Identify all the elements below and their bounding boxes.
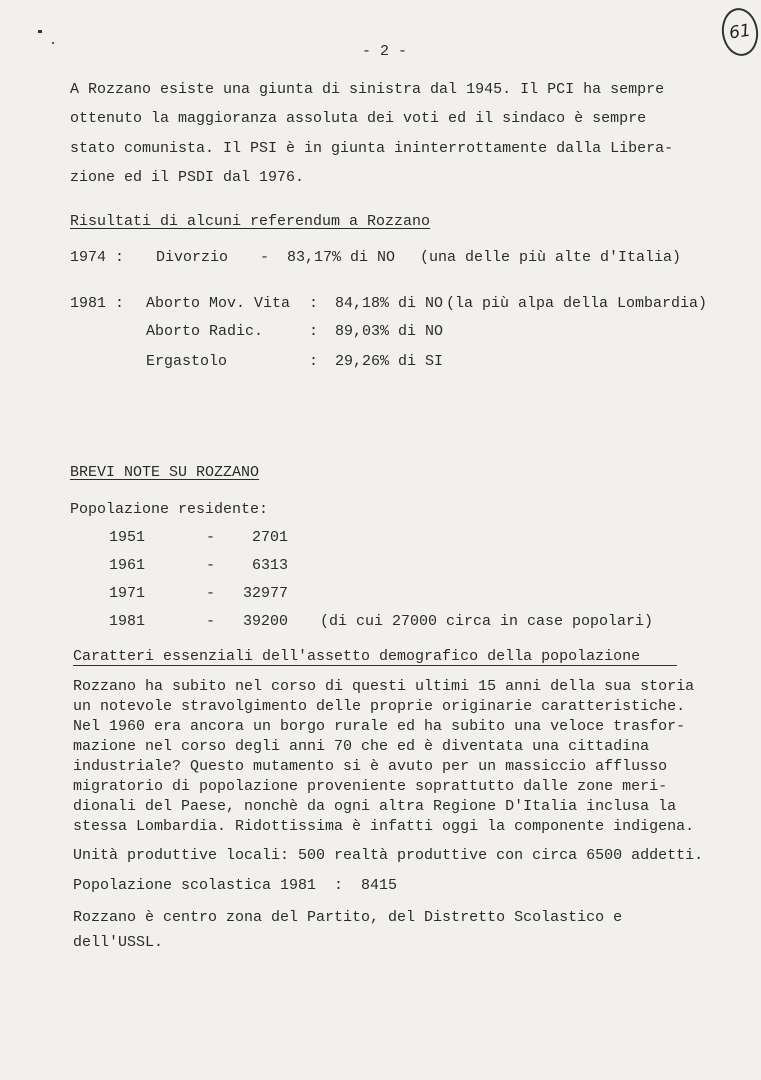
demography-line: stessa Lombardia. Ridottissima è infatti oggi la componente indigena.	[73, 818, 695, 835]
referendum-1981-colon-3: :	[309, 353, 319, 370]
intro-line-4: zione ed il PSDI dal 1976.	[70, 169, 305, 186]
referendum-heading: Risultati di alcuni referendum a Rozzano	[70, 213, 431, 230]
population-value: 32977	[243, 585, 289, 602]
referendum-1981-colon-2: :	[309, 323, 319, 340]
population-dash: -	[206, 613, 216, 630]
demography-line: mazione nel corso degli anni 70 che ed è diventata una cittadina	[73, 738, 650, 755]
referendum-1981-result-3: 29,26% di SI	[335, 353, 444, 370]
population-dash: -	[206, 529, 216, 546]
population-year: 1971	[109, 585, 146, 602]
demography-line: dionali del Paese, nonchè da ogni altra Regione D'Italia inclusa la	[73, 798, 677, 815]
heading-underline	[73, 665, 677, 666]
population-year: 1951	[109, 529, 146, 546]
population-year: 1981	[109, 613, 146, 630]
productive-units: Unità produttive locali: 500 realtà produttive con circa 6500 addetti.	[73, 847, 704, 864]
school-population: Popolazione scolastica 1981 : 8415	[73, 877, 398, 894]
population-note: (di cui 27000 circa in case popolari)	[320, 613, 654, 630]
referendum-1981-year: 1981 :	[70, 295, 125, 312]
population-dash: -	[206, 585, 216, 602]
demography-line: migratorio di popolazione proveniente soprattutto dalle zone meri-	[73, 778, 668, 795]
referendum-1974-result: 83,17% di NO	[287, 249, 396, 266]
intro-line-3: stato comunista. Il PSI è in giunta ininterrottamente dalla Libera-	[70, 140, 674, 157]
intro-line-1: A Rozzano esiste una giunta di sinistra dal 1945. Il PCI ha sempre	[70, 81, 665, 98]
population-value: 39200	[243, 613, 289, 630]
population-value: 2701	[252, 529, 289, 546]
referendum-1981-subject-1: Aborto Mov. Vita	[146, 295, 291, 312]
referendum-1974-subject: Divorzio	[156, 249, 229, 266]
referendum-1981-subject-2: Aborto Radic.	[146, 323, 264, 340]
referendum-1974-year: 1974 :	[70, 249, 125, 266]
population-value: 6313	[252, 557, 289, 574]
ink-mark	[38, 30, 42, 33]
referendum-1981-note-1: (la più alpa della Lombardia)	[446, 295, 708, 312]
demography-line: Nel 1960 era ancora un borgo rurale ed ha subito una veloce trasfor-	[73, 718, 686, 735]
intro-line-2: ottenuto la maggioranza assoluta dei voti ed il sindaco è sempre	[70, 110, 647, 127]
referendum-1981-colon-1: :	[309, 295, 319, 312]
population-dash: -	[206, 557, 216, 574]
population-label: Popolazione residente:	[70, 501, 269, 518]
referendum-1974-note: (una delle più alte d'Italia)	[420, 249, 682, 266]
referendum-1981-subject-3: Ergastolo	[146, 353, 228, 370]
referendum-1981-result-2: 89,03% di NO	[335, 323, 444, 340]
population-year: 1961	[109, 557, 146, 574]
demography-line: Rozzano ha subito nel corso di questi ultimi 15 anni della sua storia	[73, 678, 695, 695]
ink-dot	[52, 42, 54, 44]
demography-heading: Caratteri essenziali dell'assetto demografico della popolazione	[73, 648, 641, 665]
page-header: - 2 -	[362, 43, 408, 60]
demography-line: industriale? Questo mutamento si è avuto per un massiccio afflusso	[73, 758, 668, 775]
demography-line: un notevole stravolgimento delle proprie originarie caratteristiche.	[73, 698, 686, 715]
referendum-1974-dash: -	[260, 249, 270, 266]
district-center-line-1: Rozzano è centro zona del Partito, del Distretto Scolastico e	[73, 909, 623, 926]
district-center-line-2: dell'USSL.	[73, 934, 164, 951]
referendum-1981-result-1: 84,18% di NO	[335, 295, 444, 312]
notes-heading: BREVI NOTE SU ROZZANO	[70, 464, 260, 481]
page-number-stamp: 61	[719, 6, 761, 59]
